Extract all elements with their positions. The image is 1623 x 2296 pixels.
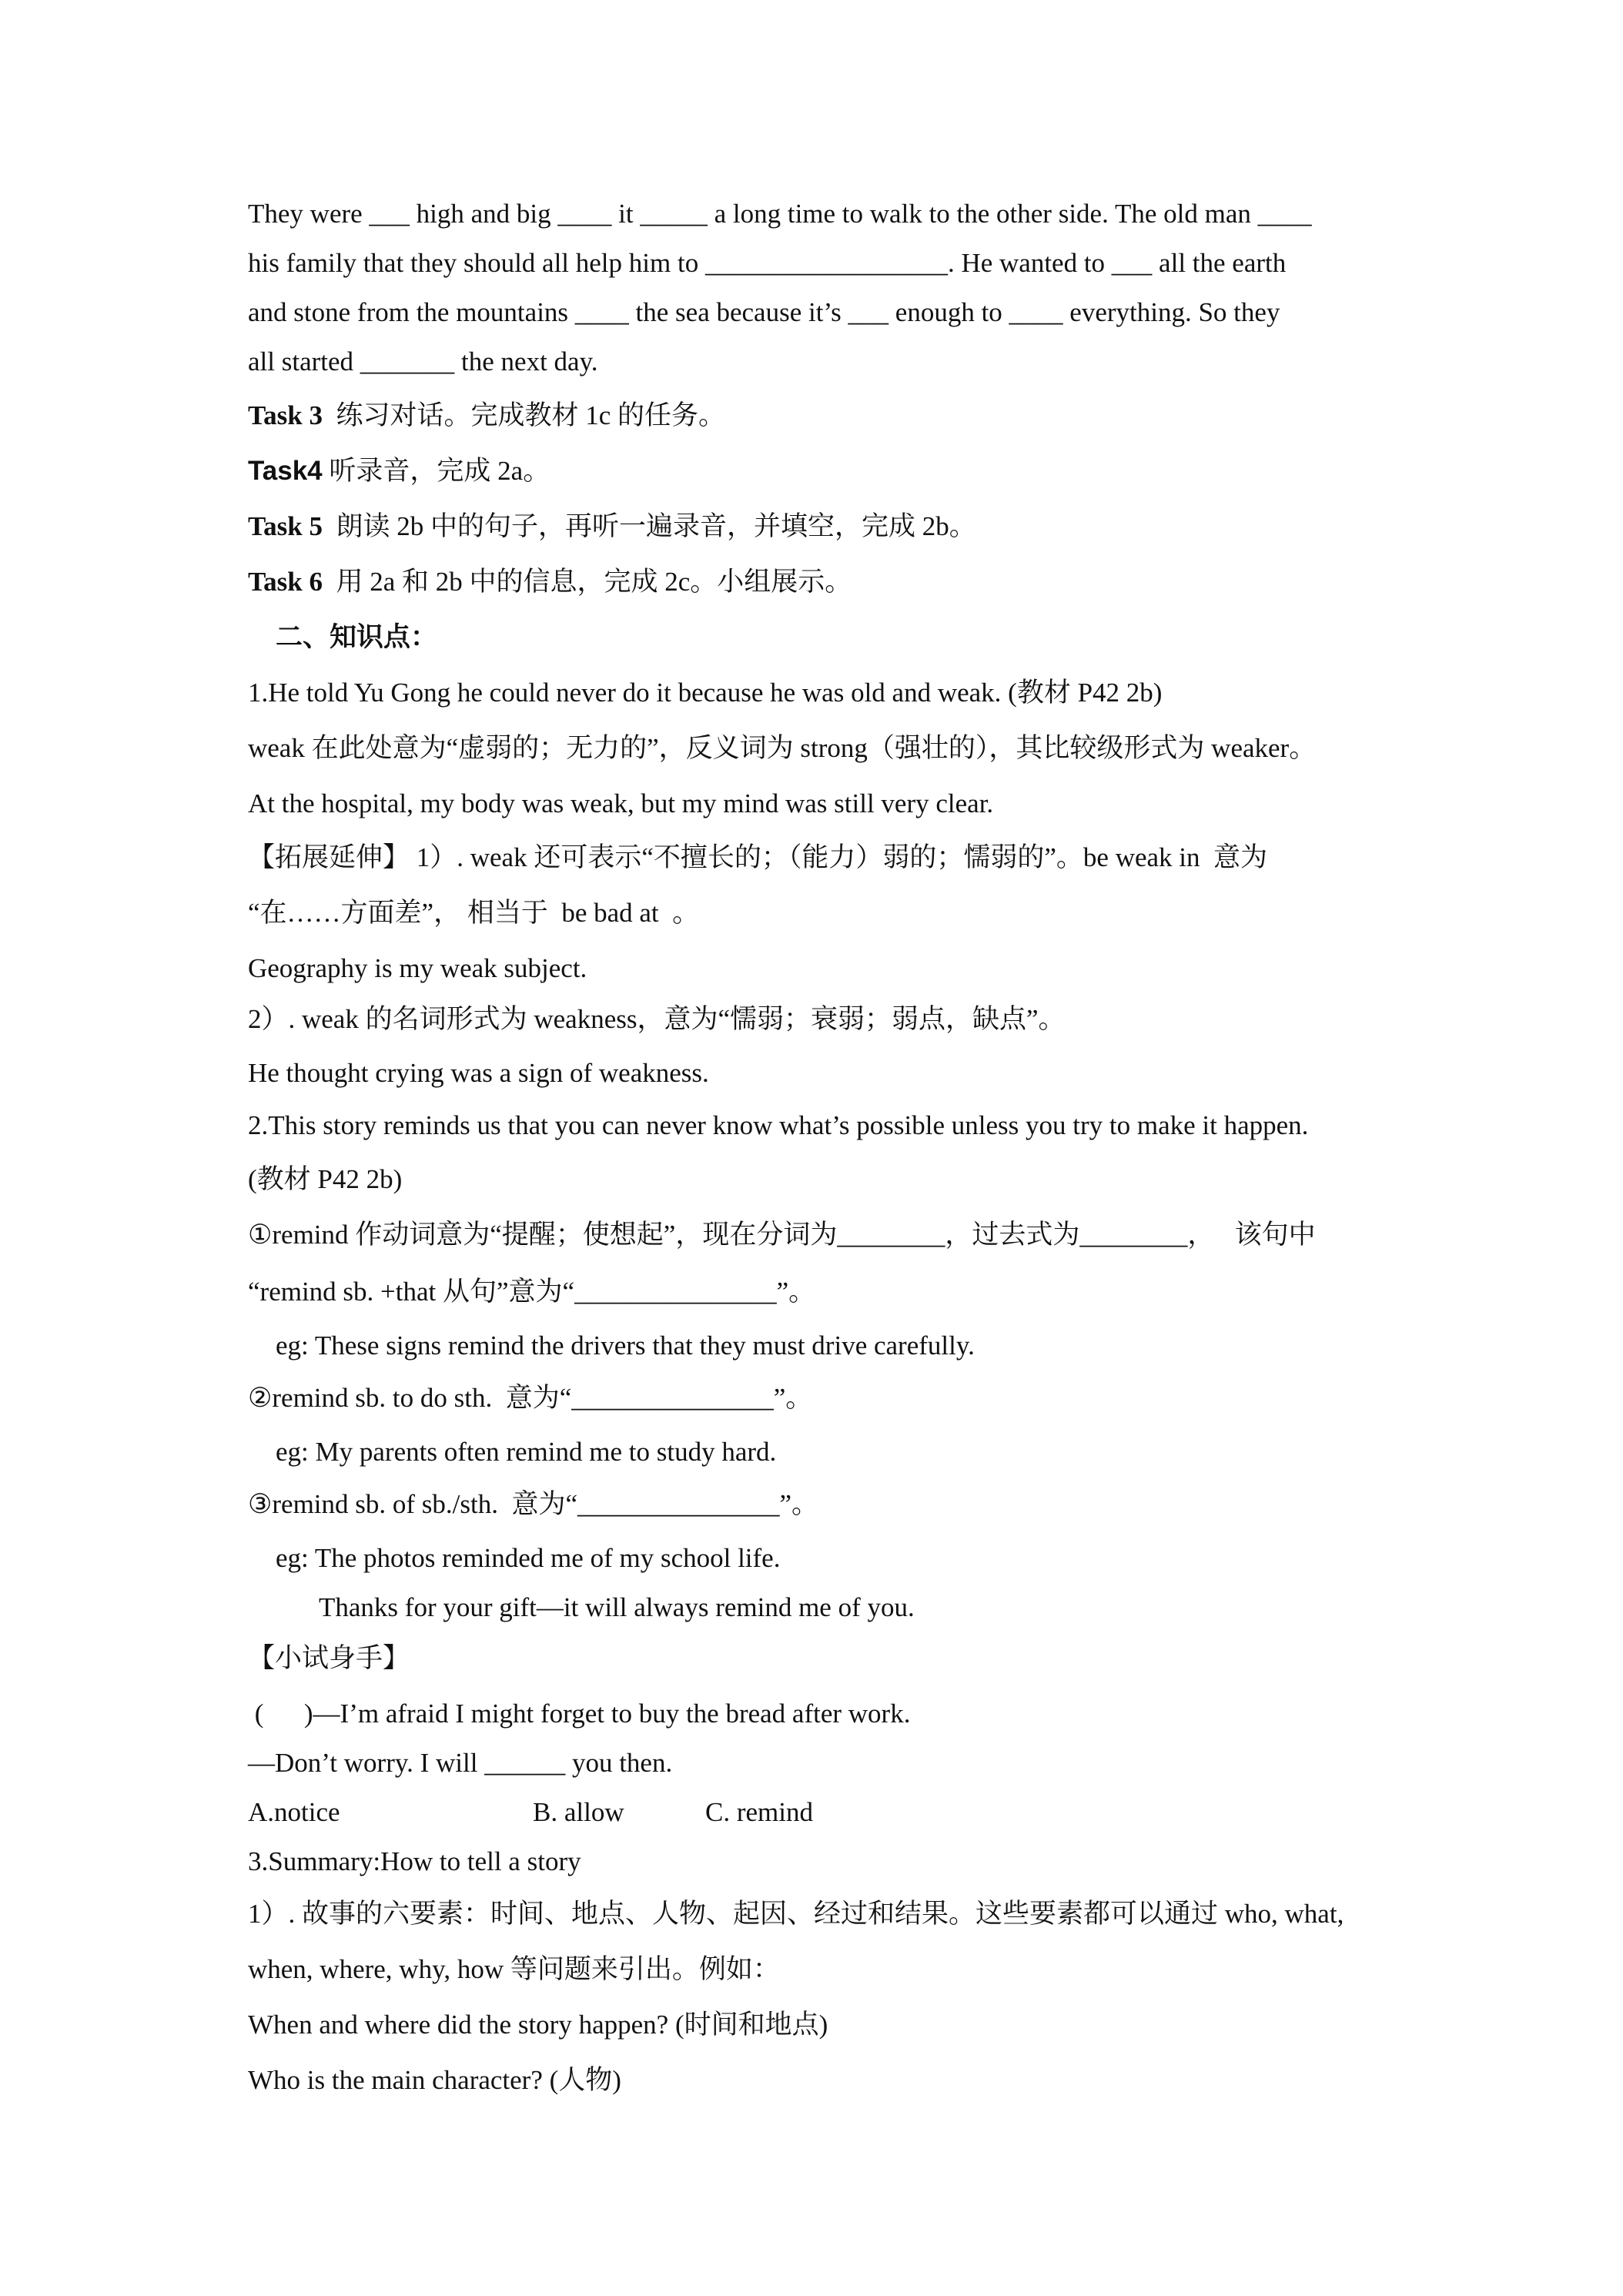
task-label: Task 5	[248, 511, 323, 541]
task-text: 用 2a 和 2b 中的信息，完成 2c。小组展示。	[322, 567, 852, 597]
section-heading: 二、知识点：	[276, 622, 438, 652]
text-line: ②remind sb. to do sth. 意为“_______________”。	[248, 1383, 813, 1413]
option-a: A.notice	[248, 1797, 340, 1827]
example-sentence: Geography is my weak subject.	[248, 953, 587, 983]
task-4	[248, 454, 550, 488]
knowledge-point-3: 3.Summary:How to tell a story	[248, 1846, 581, 1876]
task-label: Task4	[248, 456, 323, 486]
question-line: ( )—I’m afraid I might forget to buy the bread after work.	[248, 1699, 911, 1729]
knowledge-point-2: 2.This story reminds us that you can never know what’s possible unless you try to make it happen.	[248, 1110, 1309, 1140]
example-sentence: At the hospital, my body was weak, but my mind was still very clear.	[248, 788, 994, 818]
text-line: 1）. 故事的六要素：时间、地点、人物、起因、经过和结果。这些要素都可以通过 who, what,	[248, 1899, 1344, 1929]
task-label: Task 3	[248, 400, 323, 430]
text-line: ③remind sb. of sb./sth. 意为“_______________”。	[248, 1489, 819, 1519]
option-c: C. remind	[705, 1797, 813, 1827]
example-sentence: Who is the main character? (人物)	[248, 2065, 621, 2095]
example-sentence: Thanks for your gift—it will always remind me of you.	[319, 1592, 915, 1622]
task-label: Task 6	[248, 567, 323, 597]
task-text: 听录音，完成 2a。	[322, 456, 550, 486]
task-text: 练习对话。完成教材 1c 的任务。	[322, 400, 726, 430]
text-line: “remind sb. +that 从句”意为“_______________”。	[248, 1277, 816, 1307]
text-line: 2）. weak 的名词形式为 weakness，意为“懦弱；衰弱；弱点，缺点”。	[248, 1004, 1066, 1034]
text-line: ①remind 作动词意为“提醒；使想起”，现在分词为________，过去式为________， 该句中	[248, 1220, 1316, 1250]
text-line: his family that they should all help him to __________________. He wanted to ___ all the earth	[248, 248, 1287, 278]
task-3	[248, 399, 725, 433]
text-line: when, where, why, how 等问题来引出。例如：	[248, 1954, 780, 1984]
task-5	[248, 510, 976, 544]
example-sentence: When and where did the story happen? (时间和地点)	[248, 2010, 828, 2040]
option-b: B. allow	[533, 1797, 624, 1827]
question-line: —Don’t worry. I will ______ you then.	[248, 1748, 673, 1778]
text-line: 【拓展延伸】 1）. weak 还可表示“不擅长的；（能力）弱的；懦弱的”。be weak in 意为	[248, 842, 1268, 872]
exercise-heading: 【小试身手】	[248, 1643, 410, 1673]
example-sentence: He thought crying was a sign of weakness.	[248, 1058, 709, 1088]
answer-options	[248, 1796, 864, 1829]
task-text: 朗读 2b 中的句子，再听一遍录音，并填空，完成 2b。	[322, 511, 976, 541]
example-sentence: eg: My parents often remind me to study hard.	[276, 1437, 777, 1467]
text-line: (教材 P42 2b)	[248, 1164, 403, 1194]
example-sentence: eg: The photos reminded me of my school life.	[276, 1543, 781, 1573]
knowledge-point-1: 1.He told Yu Gong he could never do it because he was old and weak. (教材 P42 2b)	[248, 678, 1163, 708]
text-line: “在……方面差”， 相当于 be bad at 。	[248, 898, 700, 928]
task-6	[248, 565, 852, 599]
text-line: weak 在此处意为“虚弱的；无力的”，反义词为 strong（强壮的），其比较级形式为 weaker。	[248, 733, 1317, 763]
example-sentence: eg: These signs remind the drivers that they must drive carefully.	[276, 1330, 975, 1361]
text-line: and stone from the mountains ____ the sea because it’s ___ enough to ____ everything. So they	[248, 297, 1280, 327]
text-line: They were ___ high and big ____ it _____ a long time to walk to the other side. The old man ____	[248, 199, 1312, 229]
text-line: all started _______ the next day.	[248, 346, 598, 377]
